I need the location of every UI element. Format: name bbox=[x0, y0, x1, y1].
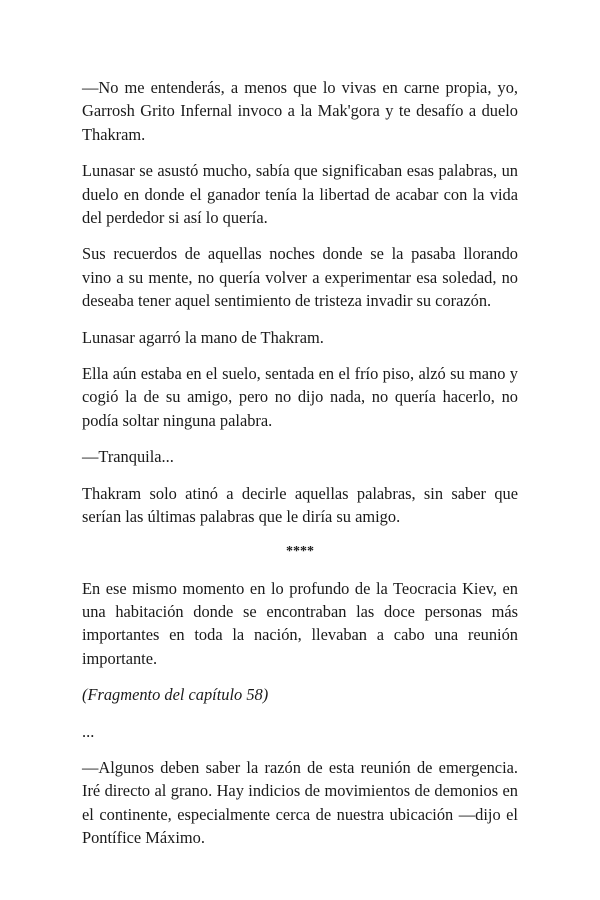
paragraph-9: —Algunos deben saber la razón de esta reunión de emergencia. Iré directo al grano. Hay indicios de movimientos de demonios en el continente, especialmente cerca de nuestra ubicación —dijo el Pontífice Máximo. bbox=[82, 757, 518, 848]
document-page bbox=[82, 76, 518, 863]
ellipsis-line: ... bbox=[82, 721, 95, 741]
paragraph-3: Sus recuerdos de aquellas noches donde se la pasaba llorando vino a su mente, no quería volver a experimentar esa soledad, no deseaba tener aquel sentimiento de tristeza invadir su corazón. bbox=[82, 244, 518, 311]
paragraph-1: —No me entenderás, a menos que lo vivas en carne propia, yo, Garrosh Grito Infernal invoco a la Mak'gora y te desafío a duelo Thakram. bbox=[82, 78, 518, 144]
paragraph-8: En ese mismo momento en lo profundo de la Teocracia Kiev, en una habitación donde se encontraban las doce personas más importantes en toda la nación, llevaban a cabo una reunión importante. bbox=[82, 578, 518, 668]
paragraph-5: Ella aún estaba en el suelo, sentada en el frío piso, alzó su mano y cogió la de su amigo, pero no dijo nada, no quería hacerlo, no podía soltar ninguna palabra. bbox=[82, 364, 518, 430]
paragraph-7: Thakram solo atinó a decirle aquellas palabras, sin saber que serían las últimas palabras que le diría su amigo. bbox=[82, 483, 518, 527]
section-separator: **** bbox=[286, 543, 314, 559]
paragraph-2: Lunasar se asustó mucho, sabía que significaban esas palabras, un duelo en donde el ganador tenía la libertad de acabar con la vida del perdedor si así lo quería. bbox=[82, 161, 518, 228]
paragraph-6: —Tranquila... bbox=[82, 447, 174, 467]
fragment-note: (Fragmento del capítulo 58) bbox=[82, 685, 269, 705]
paragraph-4: Lunasar agarró la mano de Thakram. bbox=[82, 327, 324, 347]
